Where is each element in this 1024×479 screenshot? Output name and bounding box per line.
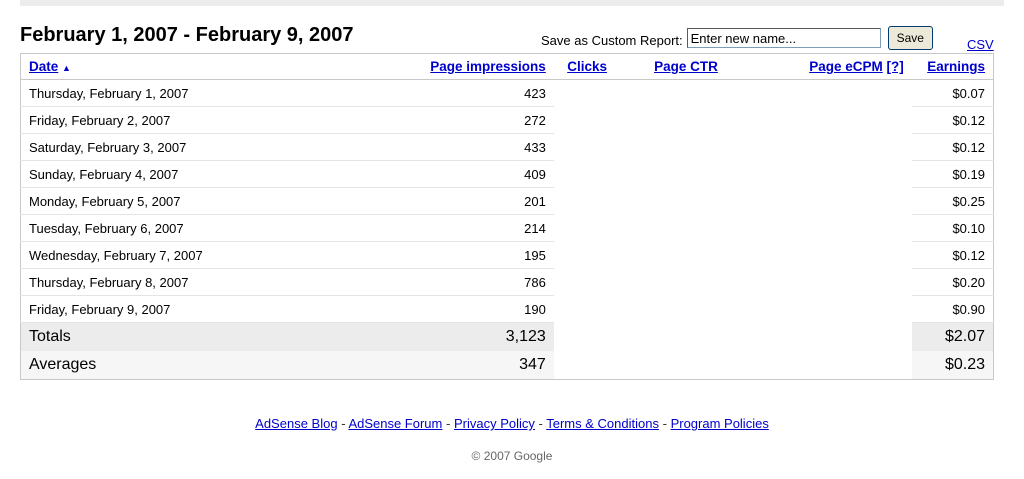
row-impressions: 201: [400, 188, 554, 215]
report-table-body: [21, 80, 994, 323]
row-earnings: $0.07: [912, 80, 994, 107]
privacy-policy-link[interactable]: Privacy Policy: [453, 416, 535, 431]
date-header-label: Date: [29, 59, 59, 74]
averages-label: Averages: [21, 351, 400, 380]
table-row: [21, 134, 994, 161]
row-clicks-cell: [554, 80, 621, 107]
row-ecpm-cell: [752, 134, 912, 161]
row-ecpm-cell: [752, 296, 912, 323]
row-ecpm-cell: [752, 80, 912, 107]
footer-separator: -: [538, 416, 543, 431]
table-row: [21, 269, 994, 296]
row-ecpm-cell: [752, 242, 912, 269]
row-ecpm-cell: [752, 269, 912, 296]
ecpm-column-header: [752, 54, 912, 80]
program-policies-link[interactable]: Program Policies: [670, 416, 769, 431]
table-row: [21, 161, 994, 188]
report-table: [20, 53, 994, 380]
table-row: [21, 215, 994, 242]
row-ctr-cell: [620, 242, 751, 269]
page-title: February 1, 2007 - February 9, 2007: [20, 24, 354, 46]
table-row: [21, 296, 994, 323]
footer-separator: -: [446, 416, 451, 431]
row-date: Tuesday, February 6, 2007: [21, 215, 400, 242]
row-earnings: $0.90: [912, 296, 994, 323]
row-impressions: 423: [400, 80, 554, 107]
footer-separator: -: [341, 416, 346, 431]
averages-clicks-cell: [554, 351, 621, 380]
row-date: Thursday, February 1, 2007: [21, 80, 400, 107]
row-clicks-cell: [554, 134, 621, 161]
totals-earnings: $2.07: [912, 323, 994, 352]
row-clicks-cell: [554, 215, 621, 242]
sort-by-ctr-link[interactable]: Page CTR: [654, 59, 718, 74]
row-ctr-cell: [620, 80, 751, 107]
averages-ctr-cell: [620, 351, 751, 380]
custom-report-name-input[interactable]: [687, 28, 881, 48]
earnings-column-header: [912, 54, 994, 80]
row-impressions: 190: [400, 296, 554, 323]
row-clicks-cell: [554, 269, 621, 296]
row-clicks-cell: [554, 161, 621, 188]
row-earnings: $0.12: [912, 107, 994, 134]
date-column-header: [21, 54, 400, 80]
table-row: [21, 188, 994, 215]
row-impressions: 214: [400, 215, 554, 242]
row-earnings: $0.19: [912, 161, 994, 188]
table-row: [21, 80, 994, 107]
row-impressions: 272: [400, 107, 554, 134]
row-date: Friday, February 2, 2007: [21, 107, 400, 134]
row-clicks-cell: [554, 242, 621, 269]
row-date: Monday, February 5, 2007: [21, 188, 400, 215]
row-clicks-cell: [554, 296, 621, 323]
totals-label: Totals: [21, 323, 400, 352]
row-ecpm-cell: [752, 188, 912, 215]
row-ecpm-cell: [752, 161, 912, 188]
averages-ecpm-cell: [752, 351, 912, 380]
save-custom-report-area: [541, 26, 933, 50]
row-clicks-cell: [554, 107, 621, 134]
row-ctr-cell: [620, 107, 751, 134]
row-date: Friday, February 9, 2007: [21, 296, 400, 323]
row-earnings: $0.10: [912, 215, 994, 242]
table-row: [21, 242, 994, 269]
sort-by-date-link[interactable]: [29, 59, 58, 74]
table-row: [21, 107, 994, 134]
impressions-column-header: [400, 54, 554, 80]
row-impressions: 409: [400, 161, 554, 188]
row-earnings: $0.20: [912, 269, 994, 296]
row-date: Sunday, February 4, 2007: [21, 161, 400, 188]
copyright-notice: © 2007 Google: [471, 449, 553, 463]
totals-ctr-cell: [620, 323, 751, 352]
row-ctr-cell: [620, 161, 751, 188]
totals-row: [21, 323, 994, 352]
row-earnings: $0.12: [912, 242, 994, 269]
averages-earnings: $0.23: [912, 351, 994, 380]
row-ctr-cell: [620, 188, 751, 215]
clicks-column-header: [554, 54, 621, 80]
top-divider-strip: [20, 0, 1004, 6]
row-ecpm-cell: [752, 107, 912, 134]
totals-impressions: 3,123: [400, 323, 554, 352]
row-ecpm-cell: [752, 215, 912, 242]
row-date: Thursday, February 8, 2007: [21, 269, 400, 296]
table-header-row: [21, 54, 994, 80]
averages-row: [21, 351, 994, 380]
row-ctr-cell: [620, 269, 751, 296]
footer-links: [0, 416, 1024, 431]
row-impressions: 786: [400, 269, 554, 296]
row-impressions: 195: [400, 242, 554, 269]
row-ctr-cell: [620, 215, 751, 242]
csv-export-link[interactable]: CSV: [967, 37, 994, 52]
adsense-forum-link[interactable]: AdSense Forum: [348, 416, 443, 431]
row-date: Saturday, February 3, 2007: [21, 134, 400, 161]
sort-by-impressions-link[interactable]: Page impressions: [430, 59, 546, 74]
save-button[interactable]: Save: [888, 26, 933, 50]
row-ctr-cell: [620, 296, 751, 323]
ecpm-help-link[interactable]: [?]: [886, 59, 904, 74]
sort-by-clicks-link[interactable]: Clicks: [567, 59, 607, 74]
row-clicks-cell: [554, 188, 621, 215]
sort-by-ecpm-link[interactable]: Page eCPM: [809, 59, 883, 74]
terms-conditions-link[interactable]: Terms & Conditions: [546, 416, 659, 431]
totals-clicks-cell: [554, 323, 621, 352]
ctr-column-header: [620, 54, 751, 80]
save-custom-report-label: Save as Custom Report:: [541, 32, 683, 48]
footer-separator: -: [662, 416, 667, 431]
averages-impressions: 347: [400, 351, 554, 380]
row-date: Wednesday, February 7, 2007: [21, 242, 400, 269]
sort-by-earnings-link[interactable]: Earnings: [927, 59, 985, 74]
adsense-blog-link[interactable]: AdSense Blog: [255, 416, 338, 431]
row-earnings: $0.12: [912, 134, 994, 161]
totals-ecpm-cell: [752, 323, 912, 352]
row-impressions: 433: [400, 134, 554, 161]
sort-ascending-icon: ▲: [62, 63, 71, 73]
row-earnings: $0.25: [912, 188, 994, 215]
row-ctr-cell: [620, 134, 751, 161]
